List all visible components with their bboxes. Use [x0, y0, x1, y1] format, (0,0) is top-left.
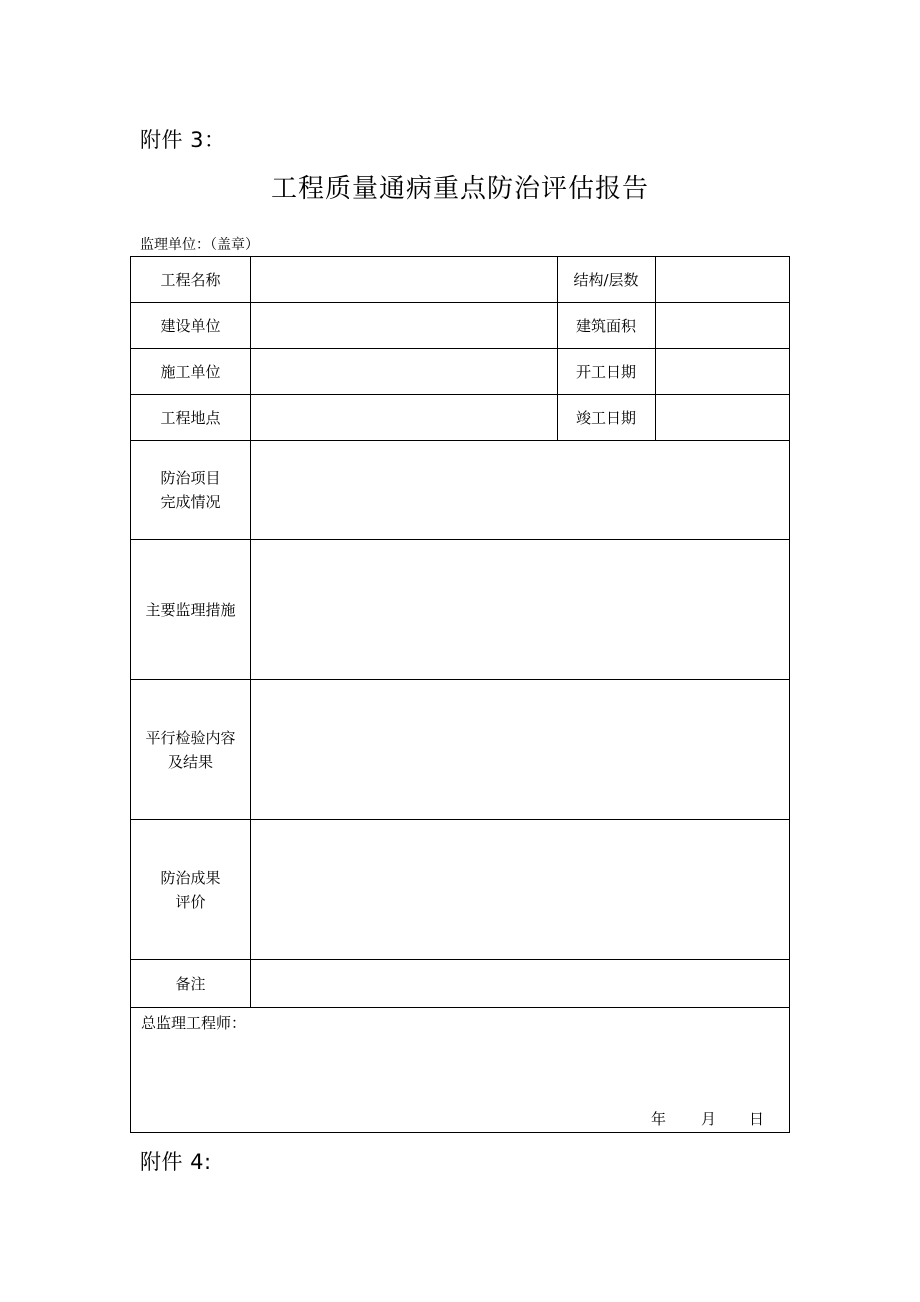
results-evaluation-label-line2: 评价: [175, 892, 206, 911]
parallel-inspection-label-line2: 及结果: [167, 752, 213, 771]
project-location-field[interactable]: [251, 395, 557, 440]
results-evaluation-label: [131, 820, 250, 959]
construction-unit-label: 建设单位: [160, 316, 221, 335]
structure-floors-label: 结构/层数: [573, 270, 639, 289]
building-area-label: 建筑面积: [575, 316, 636, 335]
date-year-label: 年: [651, 1110, 667, 1128]
builder-unit-label: 施工单位: [160, 362, 221, 381]
structure-floors-field[interactable]: [656, 257, 789, 302]
start-date-label: 开工日期: [575, 362, 636, 381]
prevention-items-field[interactable]: [251, 441, 789, 539]
date-month-label: 月: [701, 1110, 717, 1128]
start-date-field[interactable]: [656, 349, 789, 394]
completion-date-field[interactable]: [656, 395, 789, 440]
page-title: 工程质量通病重点防治评估报告: [270, 174, 649, 204]
attachment-4-label: 附件 4:: [140, 1150, 212, 1174]
project-location-label: 工程地点: [160, 408, 221, 427]
prevention-items-label: [131, 441, 250, 539]
construction-unit-field[interactable]: [251, 303, 557, 348]
results-evaluation-field[interactable]: [251, 820, 789, 959]
parallel-inspection-field[interactable]: [251, 680, 789, 819]
main-measures-label: 主要监理措施: [145, 600, 236, 619]
completion-date-label: 竣工日期: [575, 408, 636, 427]
chief-engineer-label: 总监理工程师：: [141, 1014, 247, 1032]
attachment-3-label: 附件 3：: [140, 128, 226, 152]
signature-section[interactable]: [131, 1008, 789, 1132]
results-evaluation-label-line1: 防治成果: [160, 868, 221, 887]
prevention-items-label-line2: 完成情况: [160, 493, 221, 511]
builder-unit-field[interactable]: [251, 349, 557, 394]
remarks-label: 备注: [175, 974, 206, 993]
prevention-items-label-line1: 防治项目: [160, 469, 221, 487]
parallel-inspection-label: [131, 680, 250, 819]
supervision-unit-label: 监理单位：（盖章）: [140, 237, 259, 253]
project-name-field[interactable]: [251, 257, 557, 302]
date-day-label: 日: [749, 1110, 765, 1128]
parallel-inspection-label-line1: 平行检验内容: [145, 728, 236, 747]
project-name-label: 工程名称: [160, 270, 221, 289]
main-measures-field[interactable]: [251, 540, 789, 679]
report-form: [130, 256, 790, 1133]
remarks-field[interactable]: [251, 960, 789, 1007]
building-area-field[interactable]: [656, 303, 789, 348]
